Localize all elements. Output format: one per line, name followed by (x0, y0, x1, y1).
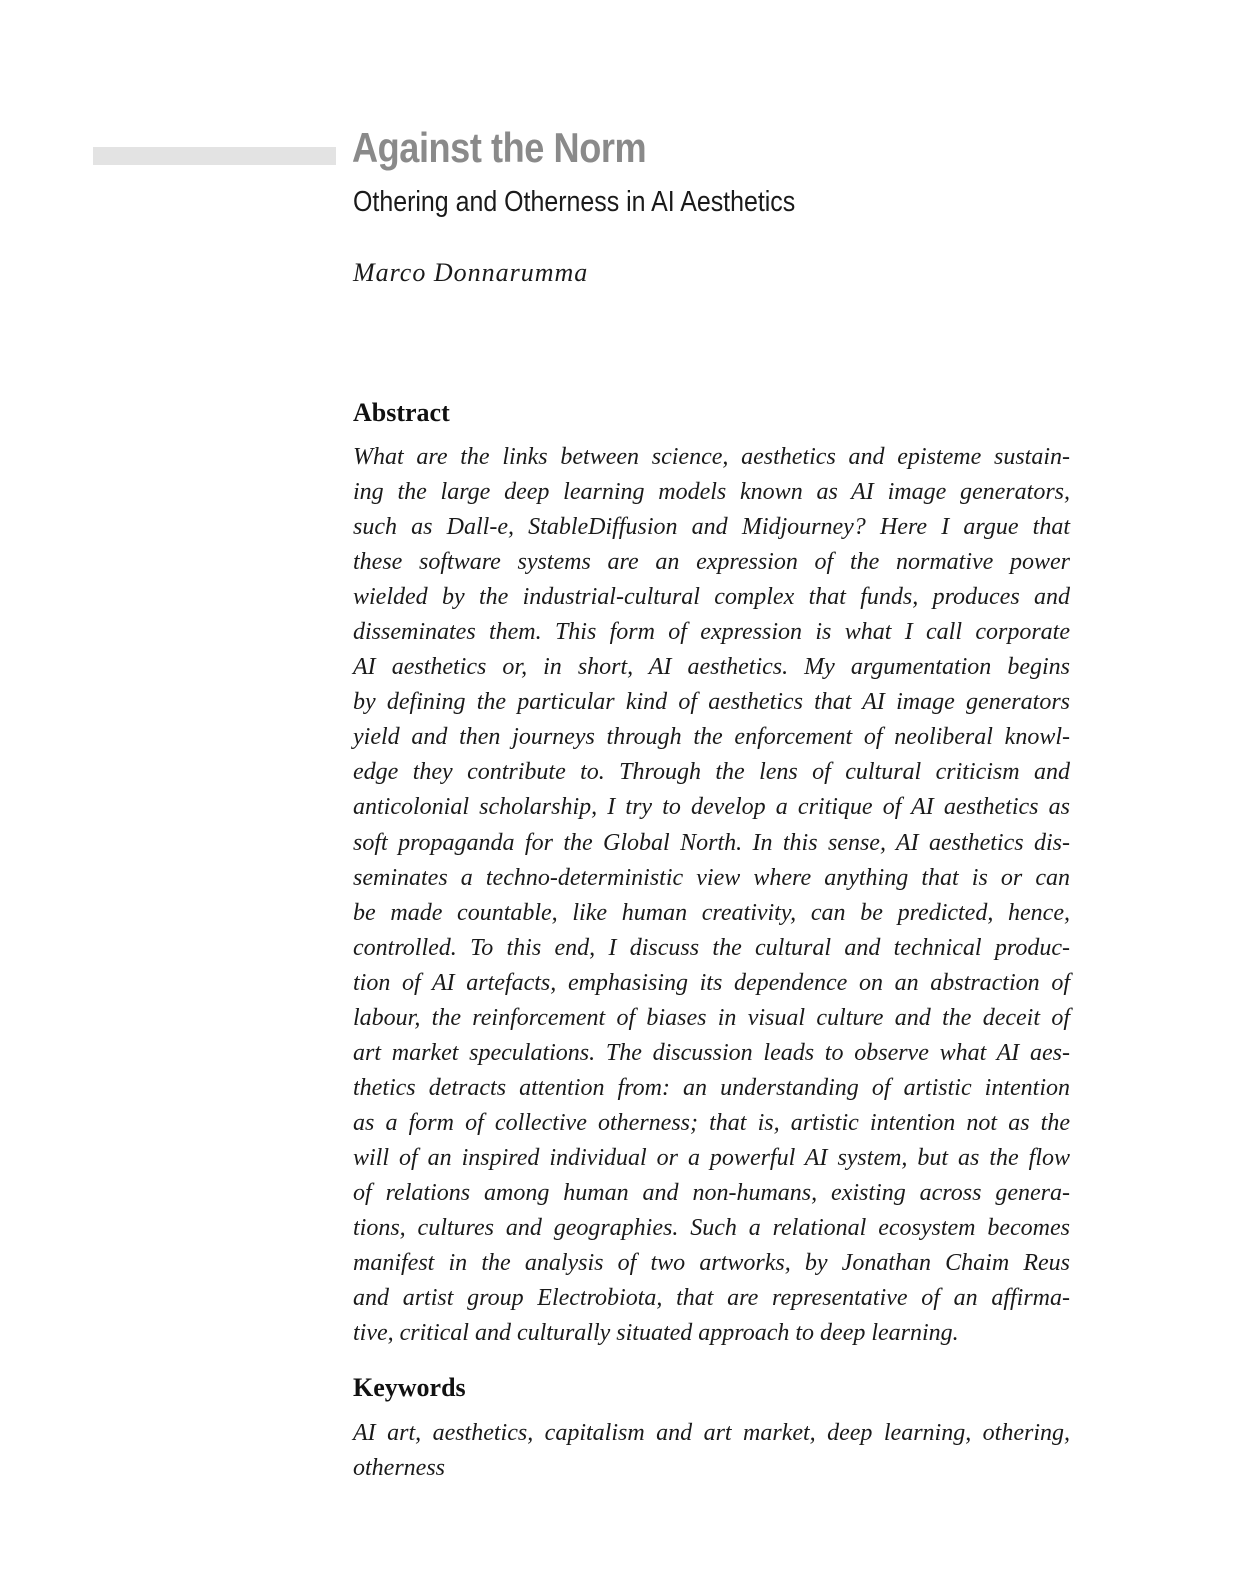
abstract-line: tive, critical and culturally situated approach to deep learning. (353, 1320, 959, 1347)
abstract-line: controlled. To this end, I discuss the cultural and technical produc- (353, 934, 1070, 961)
keywords-text (353, 1416, 1070, 1486)
abstract-line: tion of AI artefacts, emphasising its dependence on an abstraction of (353, 969, 1070, 996)
abstract-line: labour, the reinforcement of biases in visual culture and the deceit of (353, 1004, 1070, 1031)
abstract-line: manifest in the analysis of two artworks, by Jonathan Chaim Reus (353, 1250, 1070, 1277)
abstract-line: wielded by the industrial-cultural complex that funds, produces and (353, 584, 1070, 611)
abstract-line: of relations among human and non-humans, existing across genera- (353, 1179, 1070, 1206)
abstract-line: yield and then journeys through the enforcement of neoliberal knowl- (353, 724, 1070, 751)
abstract-line: tions, cultures and geographies. Such a relational ecosystem becomes (353, 1215, 1070, 1242)
title-accent-bar (93, 147, 336, 165)
abstract-line: disseminates them. This form of expression is what I call corporate (353, 619, 1070, 646)
abstract-line: as a form of collective otherness; that is, artistic intention not as the (353, 1109, 1070, 1136)
abstract-line: be made countable, like human creativity, can be predicted, hence, (353, 899, 1070, 926)
abstract-line: by defining the particular kind of aesthetics that AI image generators (353, 689, 1070, 716)
keywords-heading: Keywords (353, 1373, 466, 1402)
article-title: Against the Norm (352, 124, 647, 171)
abstract-heading: Abstract (353, 398, 450, 427)
abstract-line: What are the links between science, aesthetics and episteme sustain- (353, 444, 1070, 470)
author-name: Marco Donnarumma (353, 258, 589, 287)
keywords-line: otherness (353, 1455, 445, 1481)
abstract-line: soft propaganda for the Global North. In this sense, AI aesthetics dis- (353, 829, 1070, 856)
abstract-line: and artist group Electrobiota, that are representative of an affirma- (353, 1285, 1070, 1312)
abstract-line: thetics detracts attention from: an understanding of artistic intention (353, 1074, 1070, 1101)
abstract-line: ing the large deep learning models known as AI image generators, (353, 479, 1070, 506)
article-subtitle: Othering and Otherness in AI Aesthetics (353, 186, 796, 218)
abstract-text (353, 440, 1070, 1351)
abstract-line: these software systems are an expression of the normative power (353, 549, 1070, 576)
abstract-line: AI aesthetics or, in short, AI aesthetics. My argumentation begins (353, 654, 1070, 681)
abstract-line: such as Dall-e, StableDiffusion and Midjourney? Here I argue that (353, 514, 1070, 541)
abstract-line: will of an inspired individual or a powerful AI system, but as the flow (353, 1144, 1070, 1171)
abstract-line: seminates a techno-deterministic view where anything that is or can (353, 864, 1070, 891)
abstract-line: art market speculations. The discussion leads to observe what AI aes- (353, 1039, 1070, 1066)
keywords-line: AI art, aesthetics, capitalism and art market, deep learning, othering, (353, 1420, 1070, 1446)
abstract-line: anticolonial scholarship, I try to develop a critique of AI aesthetics as (353, 794, 1070, 821)
abstract-line: edge they contribute to. Through the lens of cultural criticism and (353, 759, 1070, 786)
